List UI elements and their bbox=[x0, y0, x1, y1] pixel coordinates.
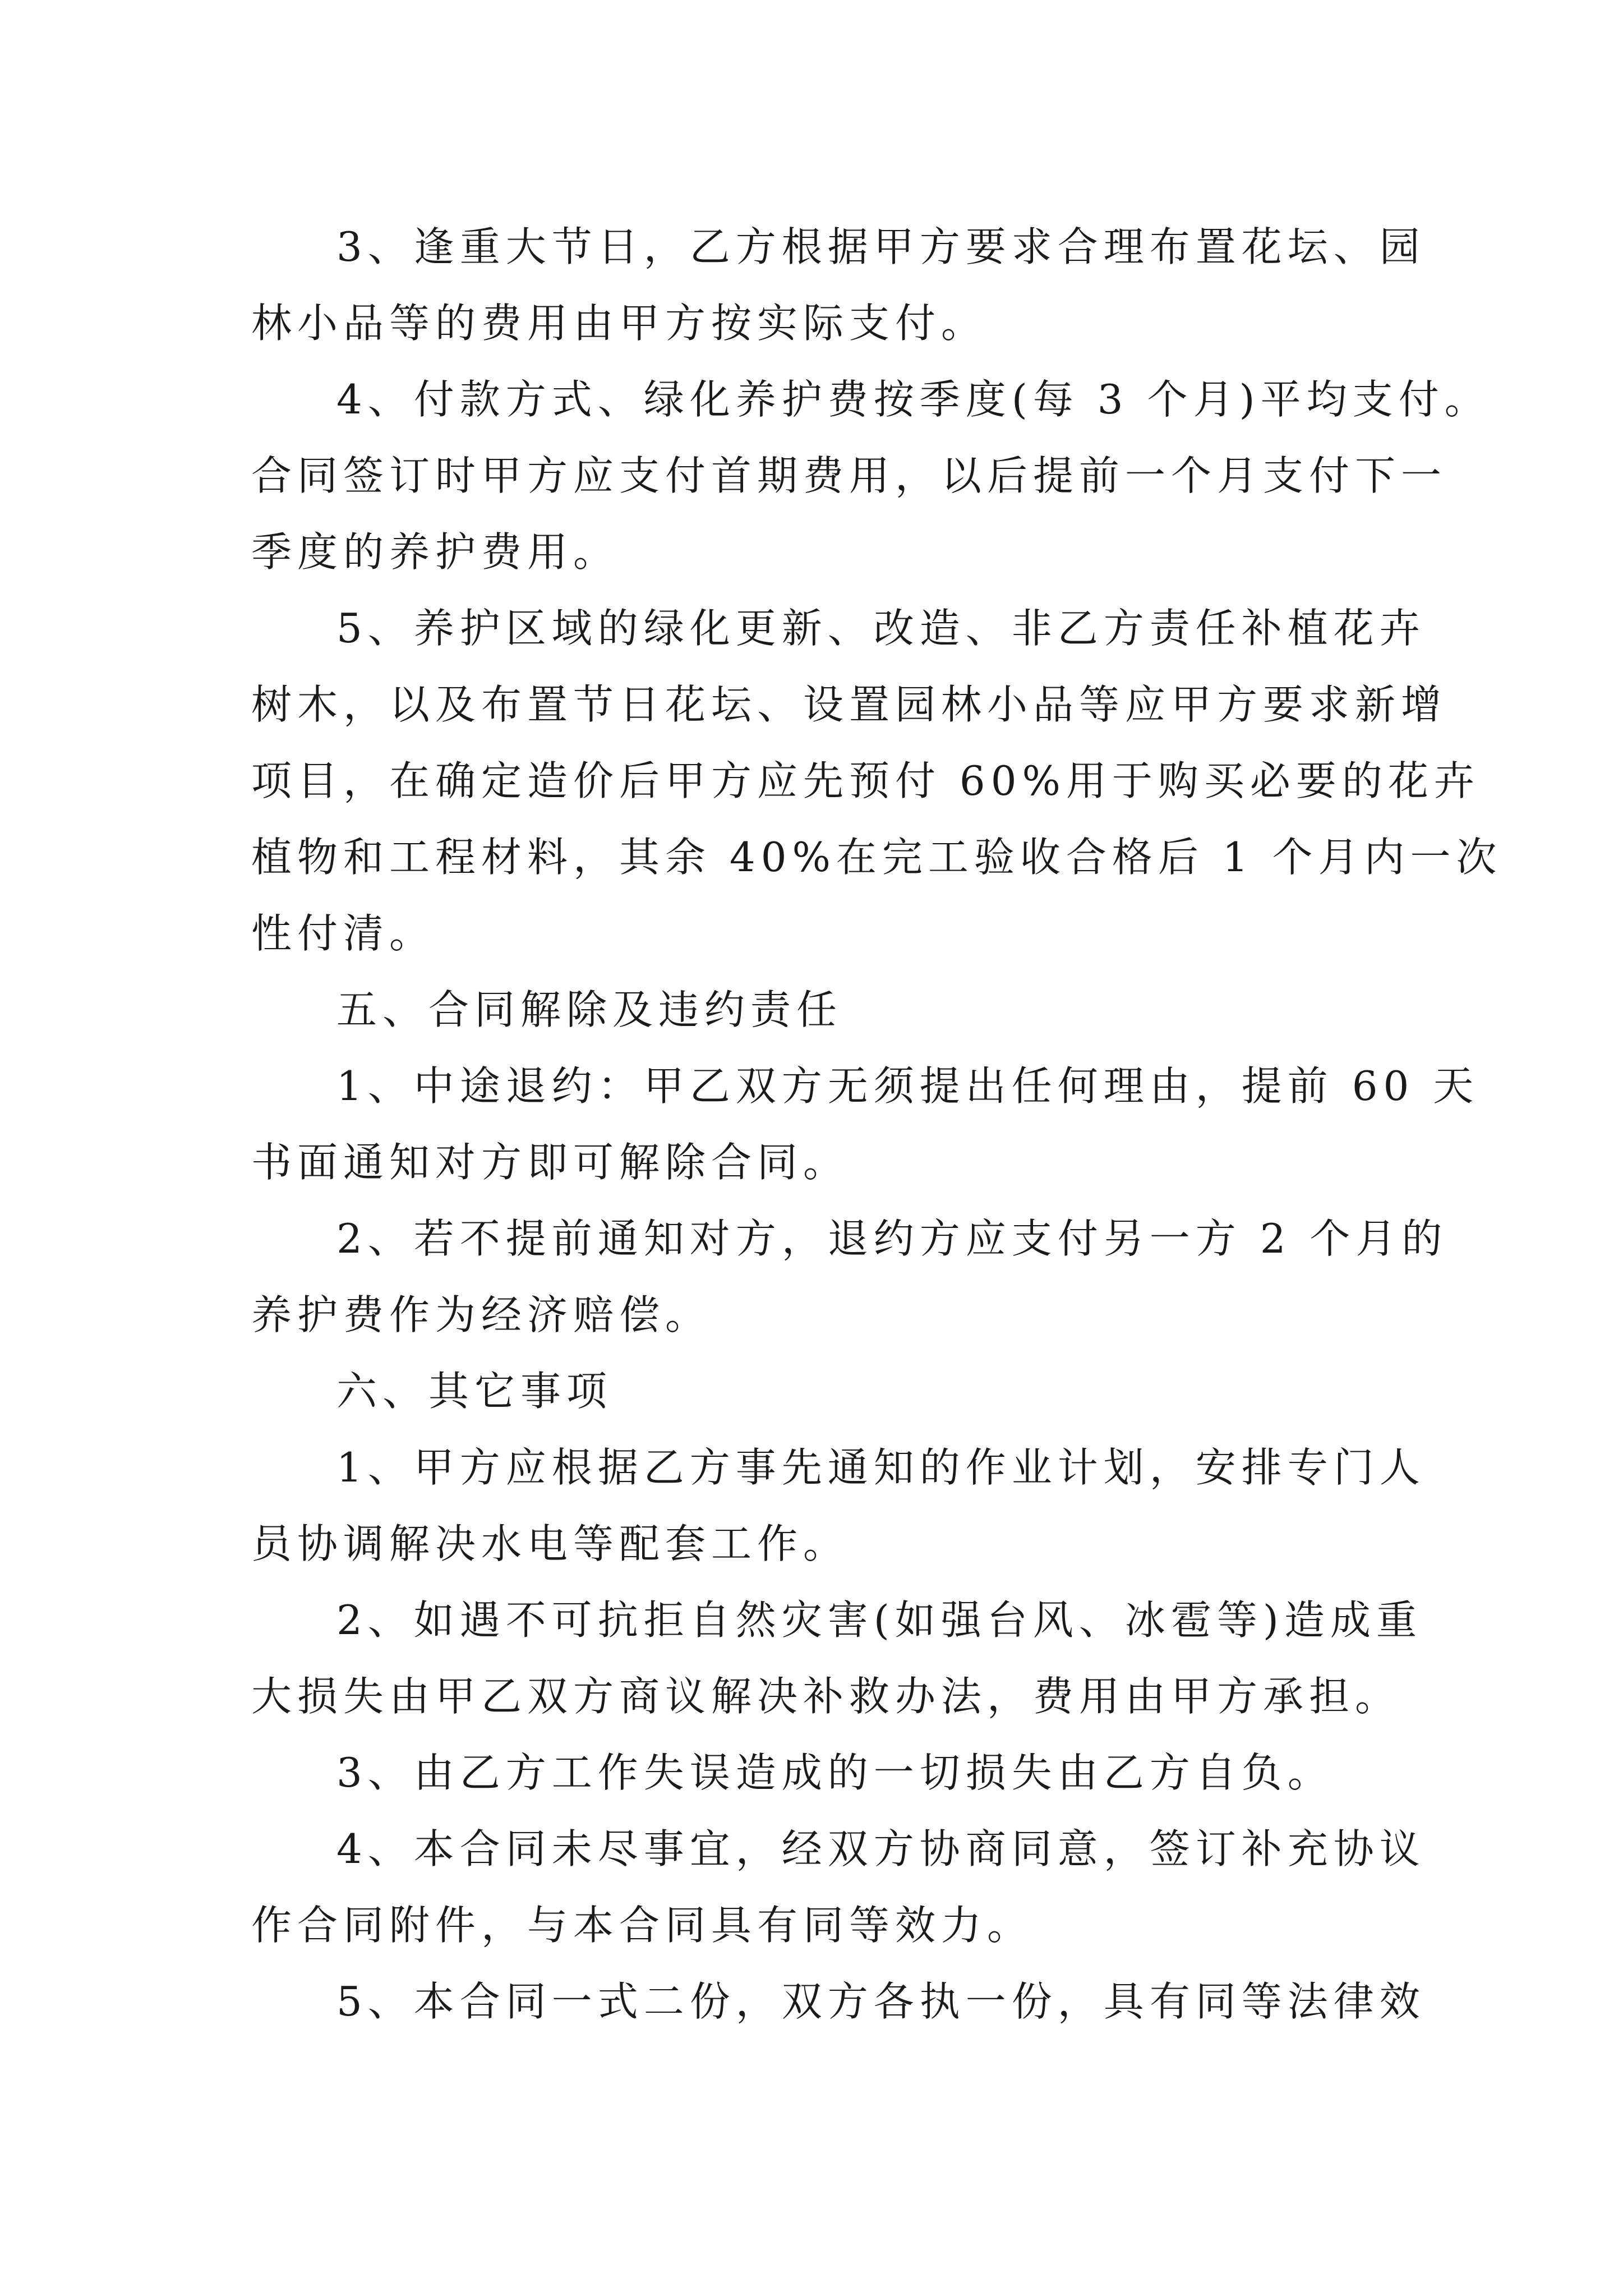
section-5-heading bbox=[251, 972, 1373, 1048]
section-heading-text: 六、其它事项 bbox=[336, 1368, 613, 1415]
clause-6-1-paragraph bbox=[251, 1429, 1426, 1582]
paragraph-line: 4、付款方式、绿化养护费按季度(每 3 个月)平均支付。 bbox=[336, 376, 1491, 423]
paragraph-line: 合同签订时甲方应支付首期费用，以后提前一个月支付下一 bbox=[251, 452, 1447, 499]
clause-5-2-paragraph bbox=[251, 1200, 1448, 1353]
clause-4-5-paragraph bbox=[251, 590, 1502, 972]
clause-4-3-paragraph bbox=[251, 209, 1426, 361]
paragraph-line: 5、本合同一式二份，双方各执一份，具有同等法律效 bbox=[336, 1978, 1426, 2025]
paragraph-line: 季度的养护费用。 bbox=[251, 528, 620, 576]
paragraph-line: 2、如遇不可抗拒自然灾害(如强台风、冰雹等)造成重 bbox=[336, 1596, 1422, 1644]
section-heading-text: 五、合同解除及违约责任 bbox=[336, 986, 843, 1033]
paragraph-line: 4、本合同未尽事宜，经双方协商同意，签订补充协议 bbox=[336, 1825, 1426, 1872]
clause-6-5-paragraph bbox=[251, 1963, 1426, 2040]
paragraph-line: 2、若不提前通知对方，退约方应支付另一方 2 个月的 bbox=[336, 1215, 1448, 1262]
paragraph-line: 3、由乙方工作失误造成的一切损失由乙方自负。 bbox=[336, 1749, 1334, 1796]
paragraph-line: 养护费作为经济赔偿。 bbox=[251, 1291, 712, 1338]
paragraph-line: 1、中途退约：甲乙双方无须提出任何理由，提前 60 天 bbox=[336, 1062, 1479, 1110]
paragraph-line: 作合同附件，与本合同具有同等效力。 bbox=[251, 1902, 1034, 1949]
paragraph-line: 1、甲方应根据乙方事先通知的作业计划，安排专门人 bbox=[336, 1444, 1426, 1491]
clause-6-3-paragraph bbox=[251, 1734, 1373, 1811]
section-6-heading bbox=[251, 1353, 1373, 1429]
paragraph-line: 书面通知对方即可解除合同。 bbox=[251, 1139, 850, 1186]
paragraph-line: 植物和工程材料，其余 40%在完工验收合格后 1 个月内一次 bbox=[251, 834, 1502, 881]
paragraph-line: 员协调解决水电等配套工作。 bbox=[251, 1520, 850, 1567]
paragraph-line: 3、逢重大节日，乙方根据甲方要求合理布置花坛、园 bbox=[336, 223, 1426, 270]
paragraph-line: 5、养护区域的绿化更新、改造、非乙方责任补植花卉 bbox=[336, 605, 1426, 652]
clause-4-4-paragraph bbox=[251, 361, 1491, 590]
paragraph-line: 树木，以及布置节日花坛、设置园林小品等应甲方要求新增 bbox=[251, 681, 1447, 728]
paragraph-line: 项目，在确定造价后甲方应先预付 60%用于购买必要的花卉 bbox=[251, 757, 1480, 804]
paragraph-line: 大损失由甲乙双方商议解决补救办法，费用由甲方承担。 bbox=[251, 1673, 1401, 1720]
clause-6-2-paragraph bbox=[251, 1582, 1422, 1734]
clause-5-1-paragraph bbox=[251, 1048, 1479, 1200]
clause-6-4-paragraph bbox=[251, 1811, 1426, 1963]
contract-body bbox=[251, 209, 1502, 2040]
paragraph-line: 林小品等的费用由甲方按实际支付。 bbox=[251, 300, 988, 347]
paragraph-line: 性付清。 bbox=[251, 910, 436, 957]
